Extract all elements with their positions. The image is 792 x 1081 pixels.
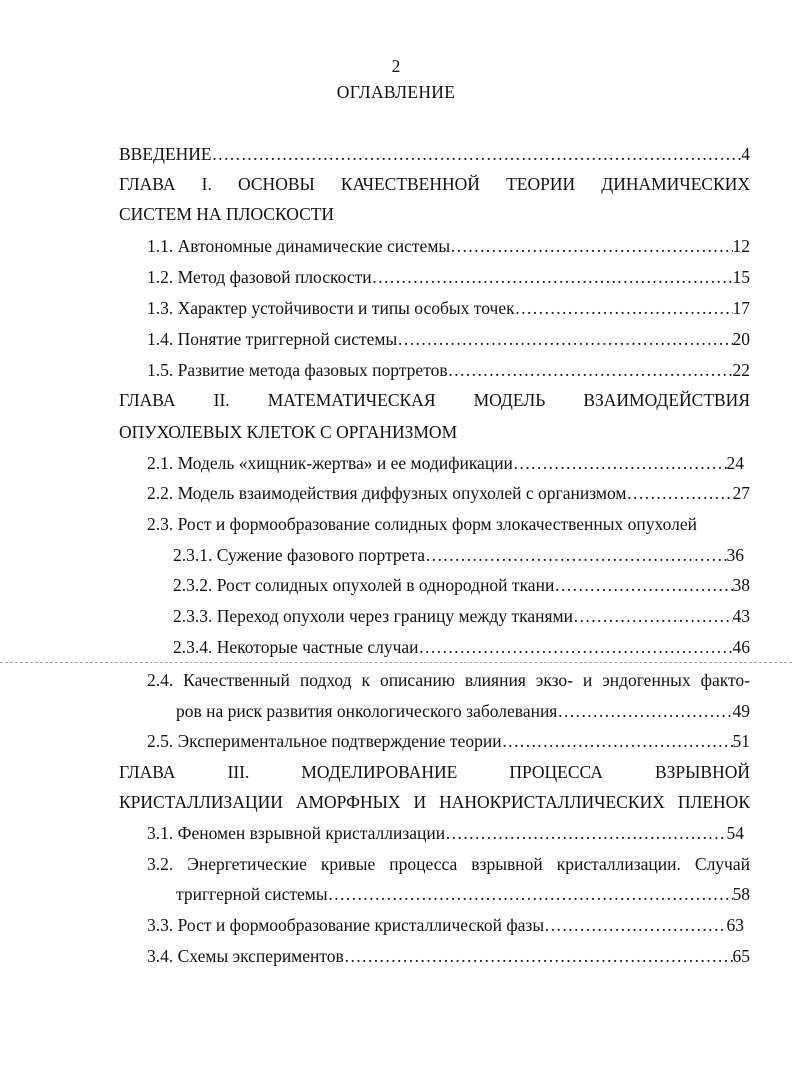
toc-entry-2-2[interactable]: [147, 480, 750, 506]
toc-entry-label: 2.2. Модель взаимодействия диффузных опухолей с организмом: [147, 483, 627, 503]
dot-leader: [502, 728, 733, 754]
chapter-3-heading-line1[interactable]: ГЛАВА III. МОДЕЛИРОВАНИЕ ПРОЦЕССА ВЗРЫВНОЙ: [119, 762, 750, 782]
dot-leader: [557, 698, 732, 724]
toc-page: 15: [732, 267, 750, 287]
dot-leader: [554, 572, 732, 598]
dot-leader: [397, 326, 732, 352]
toc-page: 38: [732, 575, 750, 595]
chapter-3-heading-line2[interactable]: КРИСТАЛЛИЗАЦИИ АМОРФНЫХ И НАНОКРИСТАЛЛИЧЕСКИХ ПЛЕНОК: [119, 792, 750, 812]
page-title: ОГЛАВЛЕНИЕ: [336, 82, 456, 102]
toc-page: 36: [726, 545, 744, 565]
toc-entry-3-4[interactable]: [147, 943, 750, 969]
toc-entry-3-1[interactable]: [147, 820, 744, 846]
page-number: 2: [391, 56, 401, 76]
chapter-1-heading-line1[interactable]: ГЛАВА I. ОСНОВЫ КАЧЕСТВЕННОЙ ТЕОРИИ ДИНАМИЧЕСКИХ: [119, 174, 750, 194]
toc-entry-intro[interactable]: [119, 141, 750, 167]
dot-leader: [573, 603, 733, 629]
toc-entry-2-1[interactable]: [147, 450, 744, 476]
toc-entry-label: 1.3. Характер устойчивости и типы особых точек: [147, 298, 515, 318]
toc-entry-2-3-4[interactable]: [173, 634, 750, 660]
dot-leader: [328, 881, 733, 907]
toc-entry-2-4-line2[interactable]: [176, 698, 750, 724]
toc-entry-2-3-1[interactable]: [173, 542, 744, 568]
toc-page: 46: [732, 637, 750, 657]
toc-page: 43: [732, 606, 750, 626]
toc-entry-2-3-3[interactable]: [173, 603, 750, 629]
dot-leader: [372, 264, 733, 290]
dot-leader: [445, 820, 726, 846]
toc-page: 51: [732, 731, 750, 751]
toc-entry-label: 2.3.4. Некоторые частные случаи: [173, 637, 419, 657]
toc-entry-2-3-2[interactable]: [173, 572, 750, 598]
dot-leader: [448, 357, 733, 383]
toc-entry-1-5[interactable]: [147, 357, 750, 383]
toc-page: 17: [732, 298, 750, 318]
toc-entry-1-3[interactable]: [147, 295, 750, 321]
toc-entry-label: 2.1. Модель «хищник-жертва» и ее модификации: [147, 453, 513, 473]
dot-leader: [515, 295, 733, 321]
dot-leader: [212, 141, 742, 167]
dot-leader: [450, 233, 732, 259]
toc-entry-1-1[interactable]: [147, 233, 750, 259]
toc-entry-label: 2.3.3. Переход опухоли через границу между тканями: [173, 606, 573, 626]
dot-leader: [344, 943, 733, 969]
toc-page: 4: [741, 144, 750, 164]
toc-entry-1-4[interactable]: [147, 326, 750, 352]
toc-page: 65: [732, 946, 750, 966]
toc-entry-2-3[interactable]: 2.3. Рост и формообразование солидных форм злокачественных опухолей: [147, 514, 697, 534]
toc-page: 22: [732, 360, 750, 380]
toc-page: 24: [726, 453, 744, 473]
toc-entry-label: ров на риск развития онкологического заболевания: [176, 701, 558, 721]
toc-page: 12: [732, 236, 750, 256]
toc-entry-2-4-line1[interactable]: 2.4. Качественный подход к описанию влияния экзо- и эндогенных факто-: [147, 670, 750, 690]
toc-entry-3-2-line1[interactable]: 3.2. Энергетические кривые процесса взрывной кристаллизации. Случай: [147, 854, 750, 874]
dot-leader: [544, 912, 726, 938]
toc-page: 63: [726, 915, 744, 935]
dot-leader: [626, 480, 732, 506]
toc-entry-label: 2.3.2. Рост солидных опухолей в однородной ткани: [173, 575, 555, 595]
toc-entry-label: 3.4. Схемы экспериментов: [147, 946, 344, 966]
toc-entry-label: 1.4. Понятие триггерной системы: [147, 329, 398, 349]
toc-entry-label: 2.3.1. Сужение фазового портрета: [173, 545, 426, 565]
toc-page: 54: [726, 823, 744, 843]
toc-page: 27: [732, 483, 750, 503]
dot-leader: [513, 450, 727, 476]
dot-leader: [425, 542, 726, 568]
toc-entry-label: 1.2. Метод фазовой плоскости: [147, 267, 372, 287]
toc-entry-label: 1.5. Развитие метода фазовых портретов: [147, 360, 448, 380]
dot-leader: [419, 634, 733, 660]
chapter-2-heading-line1[interactable]: ГЛАВА II. МАТЕМАТИЧЕСКАЯ МОДЕЛЬ ВЗАИМОДЕЙСТВИЯ: [119, 390, 750, 410]
toc-entry-1-2[interactable]: [147, 264, 750, 290]
toc-entry-label: триггерной системы: [176, 884, 328, 904]
toc-page: 49: [732, 701, 750, 721]
toc-page: 58: [732, 884, 750, 904]
scan-artifact-line: [0, 662, 792, 663]
toc-page: 20: [732, 329, 750, 349]
toc-entry-label: 3.3. Рост и формообразование кристаллической фазы: [147, 915, 545, 935]
toc-entry-label: 1.1. Автономные динамические системы: [147, 236, 451, 256]
toc-entry-label: 2.5. Экспериментальное подтверждение теории: [147, 731, 502, 751]
toc-entry-3-3[interactable]: [147, 912, 744, 938]
chapter-1-heading-line2[interactable]: СИСТЕМ НА ПЛОСКОСТИ: [119, 204, 335, 224]
toc-entry-label: 3.1. Феномен взрывной кристаллизации: [147, 823, 446, 843]
chapter-2-heading-line2[interactable]: ОПУХОЛЕВЫХ КЛЕТОК С ОРГАНИЗМОМ: [119, 422, 458, 442]
toc-entry-3-2-line2[interactable]: [176, 881, 750, 907]
toc-entry-2-5[interactable]: [147, 728, 750, 754]
toc-entry-label: ВВЕДЕНИЕ: [119, 144, 212, 164]
